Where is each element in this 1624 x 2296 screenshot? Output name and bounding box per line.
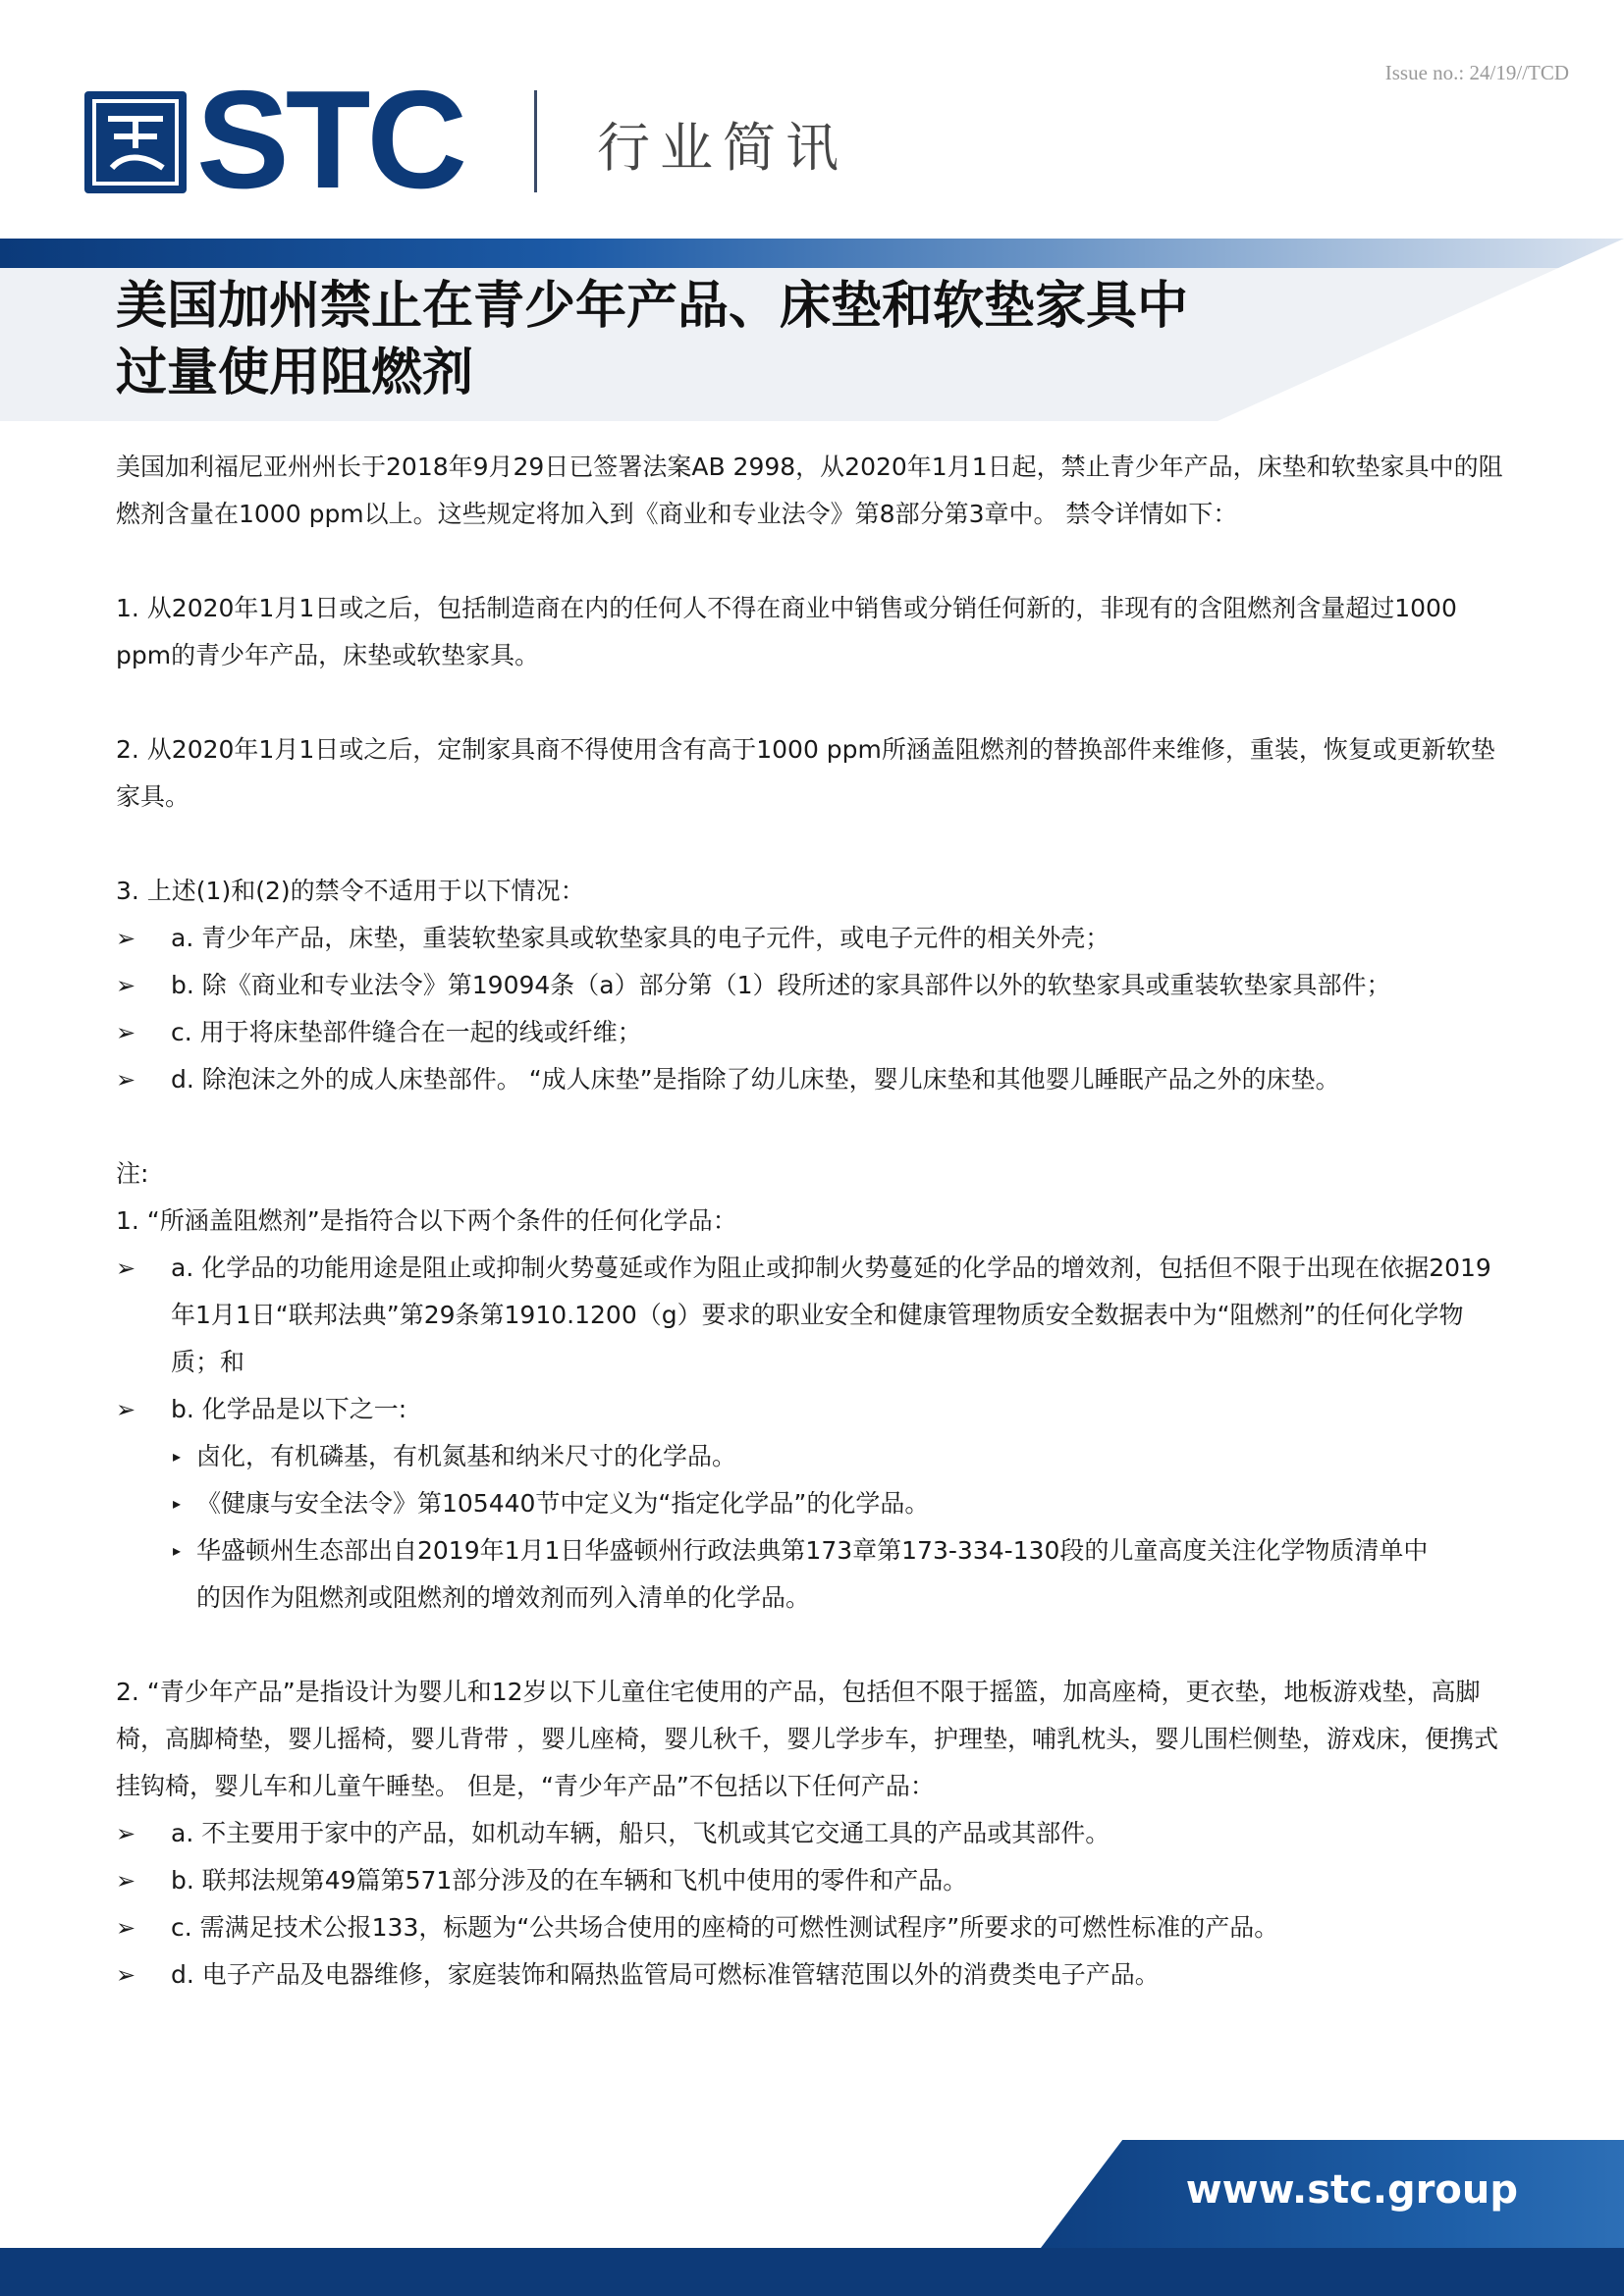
logo-wordmark: STC <box>196 62 463 218</box>
item-3: 3. 上述(1)和(2)的禁令不适用于以下情况： <box>116 877 585 905</box>
arrow-bullet-icon: ➢ <box>116 925 136 952</box>
list-item: ➢ b. 联邦法规第49篇第571部分涉及的在车辆和飞机中使用的零件和产品。 <box>116 1857 1510 1904</box>
title-band-stripe <box>0 239 1624 268</box>
arrow-bullet-icon: ➢ <box>116 1019 136 1046</box>
arrow-bullet-icon: ➢ <box>116 1961 136 1989</box>
stc-logo-icon <box>84 91 187 193</box>
intro-paragraph: 美国加利福尼亚州州长于2018年9月29日已签署法案AB 2998，从2020年1月1日起，禁止青少年产品，床垫和软垫家具中的阻燃剂含量在1000 ppm以上。这些规定将加入到《商业和专业法令》第8部分第3章中。 禁令详情如下： <box>116 453 1503 528</box>
arrow-bullet-icon: ➢ <box>116 1396 136 1423</box>
item-2: 2. 从2020年1月1日或之后，定制家具商不得使用含有高于1000 ppm所涵盖阻燃剂的替换部件来维修，重装，恢复或更新软垫家具。 <box>116 735 1495 811</box>
notes-label: 注: <box>116 1159 149 1188</box>
sub-list-item: ▸ 卤化，有机磷基，有机氮基和纳米尺寸的化学品。 <box>116 1433 1510 1480</box>
triangle-bullet-icon: ▸ <box>173 1494 182 1513</box>
list-item: ➢ c. 用于将床垫部件缝合在一起的线或纤维； <box>116 1009 1510 1056</box>
arrow-bullet-icon: ➢ <box>116 1914 136 1942</box>
note-2: 2. “青少年产品”是指设计为婴儿和12岁以下儿童住宅使用的产品，包括但不限于摇篮，加高座椅，更衣垫，地板游戏垫，高脚椅，高脚椅垫，婴儿摇椅，婴儿背带 ，婴儿座椅，婴儿秋千，婴儿学步车，护理垫，哺乳枕头，婴儿围栏侧垫，游戏床，便携式挂钩椅，婴儿车和儿童午睡垫。 但是，“青少年产品”不包括以下任何产品： <box>116 1678 1498 1800</box>
list-item: ➢ b. 化学品是以下之一: <box>116 1386 1510 1433</box>
arrow-bullet-icon: ➢ <box>116 1255 136 1282</box>
sub-list-item-continuation: 的因作为阻燃剂或阻燃剂的增效剂而列入清单的化学品。 <box>196 1583 811 1612</box>
footer-bar <box>0 2248 1624 2296</box>
arrow-bullet-icon: ➢ <box>116 972 136 999</box>
triangle-bullet-icon: ▸ <box>173 1447 182 1466</box>
list-item: ➢ a. 青少年产品，床垫，重装软垫家具或软垫家具的电子元件，或电子元件的相关外壳； <box>116 915 1510 962</box>
triangle-bullet-icon: ▸ <box>173 1541 182 1560</box>
note-1: 1. “所涵盖阻燃剂”是指符合以下两个条件的任何化学品： <box>116 1206 737 1235</box>
list-item: ➢ c. 需满足技术公报133，标题为“公共场合使用的座椅的可燃性测试程序”所要求的可燃性标准的产品。 <box>116 1904 1510 1951</box>
newsletter-title: 行业简讯 <box>597 117 848 179</box>
logo-divider <box>534 90 537 192</box>
page-title-line-1: 美国加州禁止在青少年产品、床垫和软垫家具中 <box>116 277 1189 336</box>
list-item: ➢ d. 电子产品及电器维修，家庭装饰和隔热监管局可燃标准管辖范围以外的消费类电子产品。 <box>116 1951 1510 1999</box>
item-1: 1. 从2020年1月1日或之后，包括制造商在内的任何人不得在商业中销售或分销任何新的，非现有的含阻燃剂含量超过1000 ppm的青少年产品，床垫或软垫家具。 <box>116 594 1457 669</box>
sub-list-item: ▸ 《健康与安全法令》第105440节中定义为“指定化学品”的化学品。 <box>116 1480 1510 1527</box>
list-item: ➢ b. 除《商业和专业法令》第19094条（a）部分第（1）段所述的家具部件以外的软垫家具或重装软垫家具部件； <box>116 962 1510 1009</box>
page-title <box>116 273 1245 406</box>
page-title-line-2: 过量使用阻燃剂 <box>116 344 474 402</box>
list-item: ➢ a. 不主要用于家中的产品，如机动车辆，船只，飞机或其它交通工具的产品或其部件。 <box>116 1810 1510 1857</box>
arrow-bullet-icon: ➢ <box>116 1867 136 1895</box>
list-item: ➢ d. 除泡沫之外的成人床垫部件。 “成人床垫”是指除了幼儿床垫，婴儿床垫和其他婴儿睡眠产品之外的床垫。 <box>116 1056 1510 1103</box>
article-body <box>116 444 1510 1999</box>
arrow-bullet-icon: ➢ <box>116 1820 136 1847</box>
sub-list-item: ▸ 华盛顿州生态部出自2019年1月1日华盛顿州行政法典第173章第173-334-130段的儿童高度关注化学物质清单中 <box>116 1527 1510 1575</box>
footer-website-link[interactable]: www.stc.group <box>1185 2167 1518 2213</box>
issue-number: Issue no.: 24/19//TCD <box>1384 61 1569 84</box>
arrow-bullet-icon: ➢ <box>116 1066 136 1094</box>
list-item: ➢ a. 化学品的功能用途是阻止或抑制火势蔓延或作为阻止或抑制火势蔓延的化学品的增效剂，包括但不限于出现在依据2019年1月1日“联邦法典”第29条第1910.1200（g）要求的职业安全和健康管理物质安全数据表中为“阻燃剂”的任何化学物质；和 <box>116 1245 1510 1386</box>
